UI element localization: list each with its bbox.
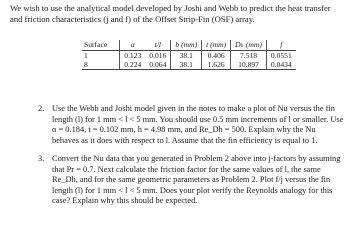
cell-f: 0.0551: [270, 51, 292, 60]
header-dh: Dₕ (mm): [231, 40, 267, 51]
cell-alpha: 0.123: [124, 51, 142, 60]
cell-t: 0.406: [202, 51, 231, 61]
problem-number: 2.: [38, 104, 45, 113]
problem-text: Use the Webb and Joshi model given in the notes to make a plot of Nu versus the fin length (l) for 1 mm < l < 5 mm. You should use 0.5 mm increments of l or smaller. Use α = 0.184, t = 0.102 mm, h = 4.98 mm, and Re_Dh = 500. Explain why the Nu behaves as it does with respect to l. Assume that the fin efficiency is equal to 1.: [52, 104, 344, 145]
intro-paragraph: We wish to use the analytical model developed by Joshi and Webb to predict the heat transfer and friction characteristics (j and f) of the Offset Strip-Fin (OSF) array.: [10, 3, 331, 24]
cell-dh: 7.518: [231, 51, 267, 61]
header-b: b (mm): [171, 40, 202, 51]
problem-2: [38, 104, 344, 146]
table-row: [82, 51, 296, 61]
cell-t-over-l: 0.016: [145, 51, 171, 61]
cell-surface: 1: [82, 51, 120, 61]
cell-b: 38.1: [171, 51, 202, 61]
cell-b: 38.1: [171, 60, 202, 70]
header-alpha: α: [120, 40, 146, 51]
problem-list: [38, 104, 344, 215]
geometry-table: [82, 40, 296, 70]
cell-alpha: 0.224: [120, 60, 146, 70]
cell-surface: 8: [82, 60, 120, 70]
problem-number: 3.: [38, 154, 45, 163]
cell-t-over-l: 0.064: [145, 60, 171, 70]
cell-f: 0.0434: [266, 60, 295, 70]
problem-3: [38, 154, 344, 207]
header-f: f: [266, 40, 295, 51]
header-surface: Surface: [82, 40, 120, 51]
cell-dh: 10.897: [231, 60, 267, 70]
problem-text: Convert the Nu data that you generated in Problem 2 above into j-factors by assuming that Pr = 0.7. Next calculate the friction factor for the same values of l, the same Re_Dh, and for the same geometric parameters as Problem 2. Plot f/j versus the fin length (l) for 1 mm < l < 5 mm. Does your plot verify the Reynolds analogy for this case? Explain why this should be expected.: [52, 154, 341, 205]
table-row: [82, 60, 296, 70]
header-t: t (mm): [202, 40, 231, 51]
cell-t: 1.626: [202, 60, 231, 70]
header-t-over-l: t/l: [145, 40, 171, 51]
table-header-row: [82, 40, 296, 51]
